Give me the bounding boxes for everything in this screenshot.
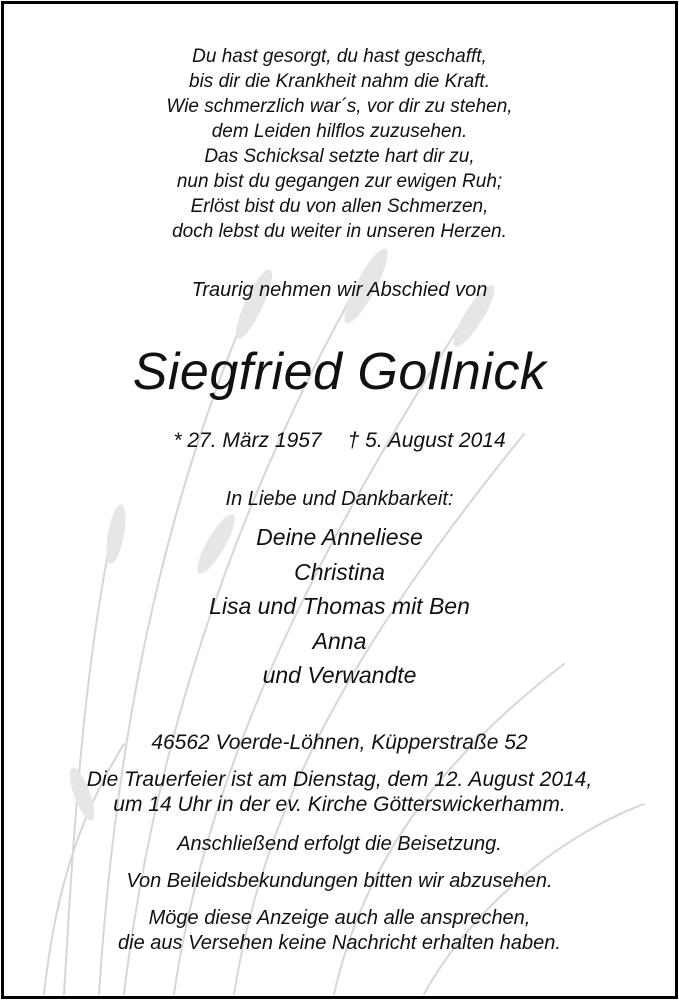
deceased-name: Siegfried Gollnick <box>132 343 547 401</box>
poem-line: Du hast gesorgt, du hast geschafft, <box>192 46 487 67</box>
burial-note: Anschließend erfolgt die Beisetzung. <box>177 833 502 855</box>
poem-line: Erlöst bist du von allen Schmerzen, <box>190 196 489 217</box>
notice-line: die aus Versehen keine Nachricht erhalten haben. <box>118 932 561 954</box>
poem-line: nun bist du gegangen zur ewigen Ruh; <box>176 171 503 192</box>
mourner-name: Lisa und Thomas mit Ben <box>209 593 470 619</box>
funeral-line: Die Trauerfeier ist am Dienstag, dem 12. August 2014, <box>86 768 593 791</box>
mourners-intro: In Liebe und Dankbarkeit: <box>225 488 454 510</box>
mourner-name: und Verwandte <box>262 662 417 688</box>
poem-line: doch lebst du weiter in unseren Herzen. <box>172 221 507 242</box>
life-dates <box>4 429 675 453</box>
mourner-name: Christina <box>294 559 385 585</box>
mourner-name: Deine Anneliese <box>256 524 423 550</box>
farewell-intro: Traurig nehmen wir Abschied von <box>191 279 488 301</box>
poem-line: dem Leiden hilflos zuzusehen. <box>211 121 468 142</box>
poem-line: Wie schmerzlich war´s, vor dir zu stehen, <box>166 96 513 117</box>
poem-line: Das Schicksal setzte hart dir zu, <box>204 146 475 167</box>
obituary-notice <box>1 1 678 999</box>
birth-date: * 27. März 1957 <box>173 429 322 452</box>
mourner-name: Anna <box>312 628 367 654</box>
notice-line: Möge diese Anzeige auch alle ansprechen, <box>148 907 531 929</box>
condolence-note: Von Beileidsbekundungen bitten wir abzusehen. <box>126 870 553 892</box>
address: 46562 Voerde-Löhnen, Küpperstraße 52 <box>151 731 528 754</box>
funeral-line: um 14 Uhr in der ev. Kirche Götterswickerhamm. <box>113 793 566 816</box>
death-date: † 5. August 2014 <box>347 429 506 452</box>
poem-line: bis dir die Krankheit nahm die Kraft. <box>189 71 490 92</box>
